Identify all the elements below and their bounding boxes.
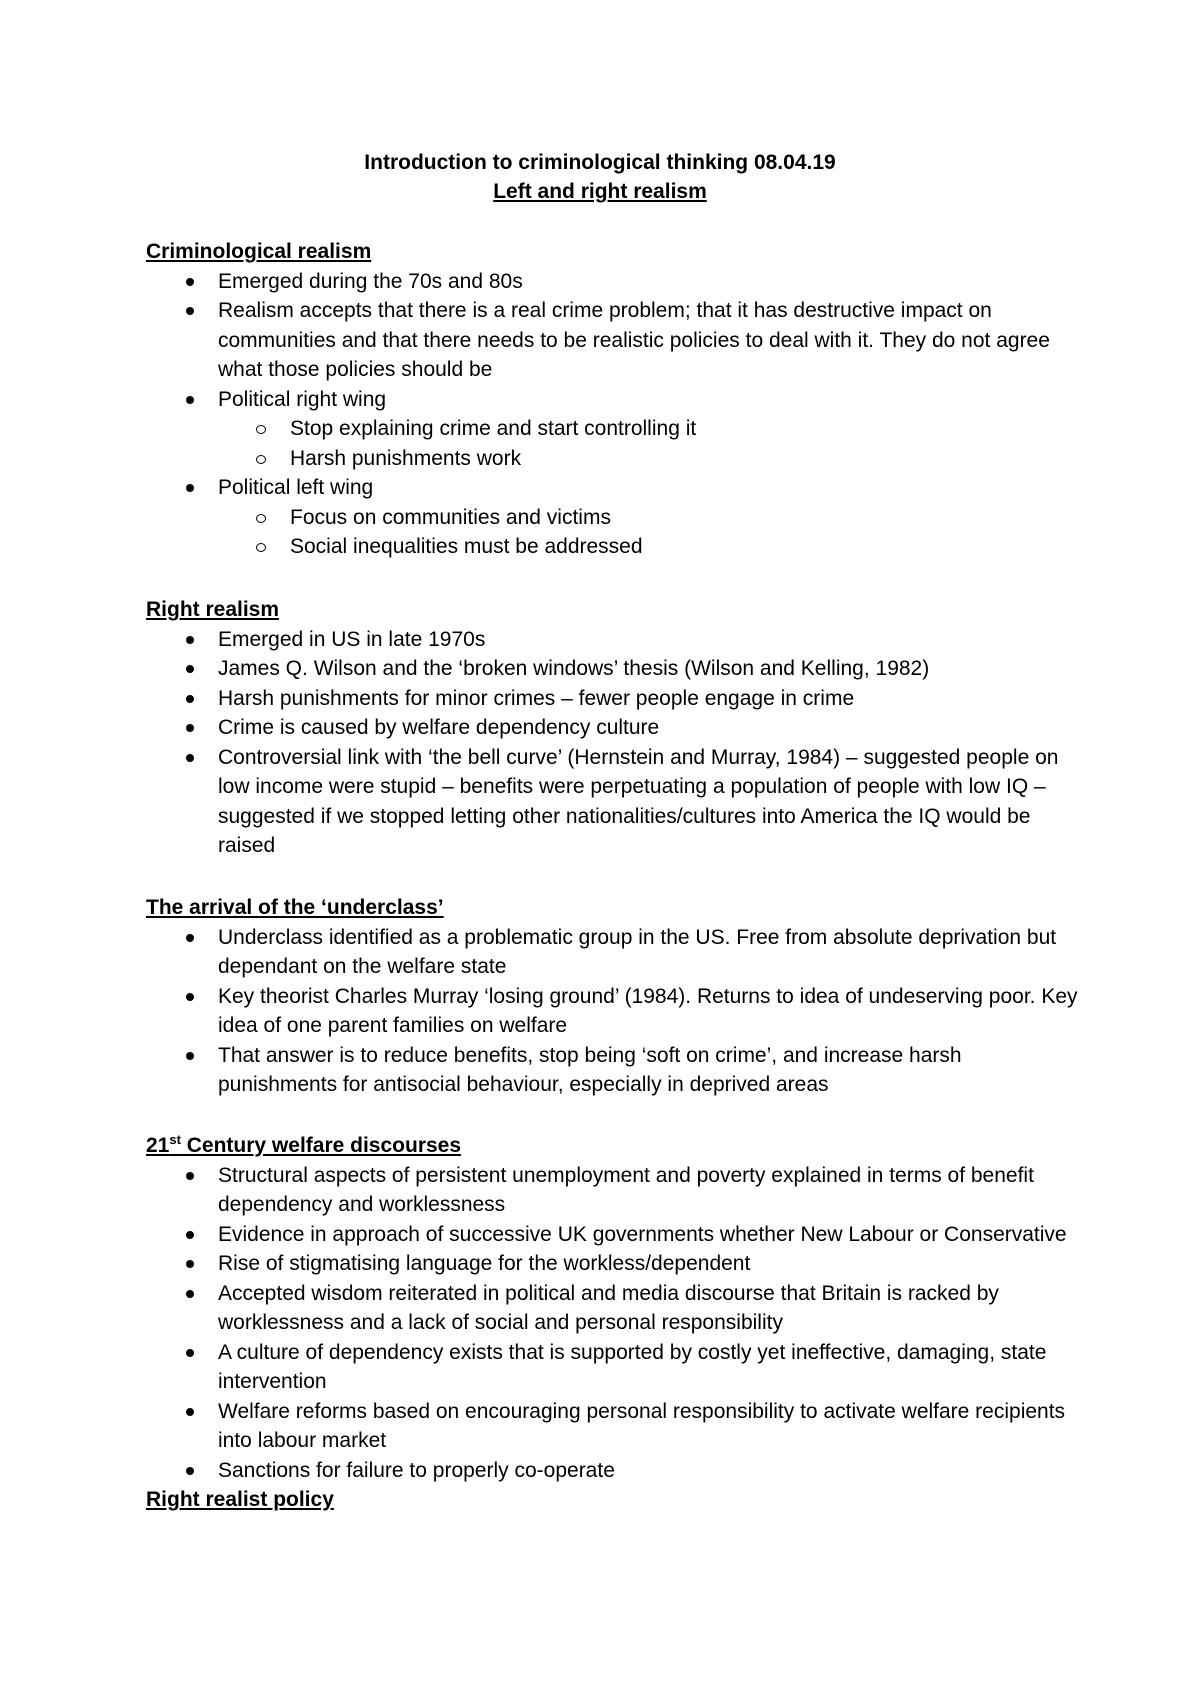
list-item: Welfare reforms based on encouraging personal responsibility to activate welfare recipients into labour market (146, 1397, 1086, 1456)
bullet-icon (186, 278, 194, 286)
bullet-list (146, 625, 1086, 861)
bullet-icon (186, 307, 194, 315)
circle-bullet-icon (256, 425, 266, 434)
list-item: Emerged during the 70s and 80s (146, 267, 1086, 297)
list-item: Structural aspects of persistent unemployment and poverty explained in terms of benefit dependency and worklessness (146, 1161, 1086, 1220)
list-item: Underclass identified as a problematic group in the US. Free from absolute deprivation but dependant on the welfare state (146, 923, 1086, 982)
list-item: That answer is to reduce benefits, stop being ‘soft on crime’, and increase harsh punishments for antisocial behaviour, especially in deprived areas (146, 1041, 1086, 1100)
bullet-icon (186, 636, 194, 644)
list-item: Accepted wisdom reiterated in political and media discourse that Britain is racked by worklessness and a lack of social and personal responsibility (146, 1279, 1086, 1338)
bullet-icon (186, 754, 194, 762)
list-item: Political right wing Stop explaining crime and start controlling it Harsh punishments work (146, 385, 1086, 474)
bullet-icon (186, 934, 194, 942)
bullet-icon (186, 1052, 194, 1060)
bullet-icon (186, 1290, 194, 1298)
bullet-icon (186, 396, 194, 404)
bullet-icon (186, 665, 194, 673)
section-heading-right-realist-policy: Right realist policy (146, 1488, 334, 1511)
list-item: Key theorist Charles Murray ‘losing ground’ (1984). Returns to idea of undeserving poor. Key idea of one parent families on welfare (146, 982, 1086, 1041)
sub-list-item: Focus on communities and victims (218, 503, 1086, 533)
bullet-list (146, 267, 1086, 562)
list-item: Harsh punishments for minor crimes – fewer people engage in crime (146, 684, 1086, 714)
list-item: James Q. Wilson and the ‘broken windows’ thesis (Wilson and Kelling, 1982) (146, 654, 1086, 684)
section-criminological-realism (146, 237, 1086, 562)
bullet-icon (186, 484, 194, 492)
list-item: Evidence in approach of successive UK governments whether New Labour or Conservative (146, 1220, 1086, 1250)
list-item: Crime is caused by welfare dependency culture (146, 713, 1086, 743)
document-title (0, 148, 1200, 206)
sub-list (218, 414, 1086, 473)
section-underclass (146, 893, 1086, 1100)
section-right-realism (146, 595, 1086, 861)
sub-list-item: Harsh punishments work (218, 444, 1086, 474)
list-item: Political left wing Focus on communities and victims Social inequalities must be addressed (146, 473, 1086, 562)
bullet-icon (186, 1231, 194, 1239)
bullet-icon (186, 724, 194, 732)
list-item: Realism accepts that there is a real crime problem; that it has destructive impact on communities and that there needs to be realistic policies to deal with it. They do not agree what those policies should be (146, 296, 1086, 385)
list-item: Controversial link with ‘the bell curve’ (Hernstein and Murray, 1984) – suggested people on low income were stupid – benefits were perpetuating a population of people with low IQ – suggested if we stopped letting other nationalities/cultures into America the IQ would be raised (146, 743, 1086, 861)
title-main: Introduction to criminological thinking 08.04.19 (364, 151, 836, 174)
bullet-icon (186, 1467, 194, 1475)
bullet-icon (186, 1260, 194, 1268)
circle-bullet-icon (256, 455, 266, 464)
list-item: Emerged in US in late 1970s (146, 625, 1086, 655)
section-welfare-discourses (146, 1131, 1086, 1515)
list-item: Rise of stigmatising language for the workless/dependent (146, 1249, 1086, 1279)
circle-bullet-icon (256, 543, 266, 552)
section-heading: Right realism (146, 598, 280, 621)
section-heading: 21st Century welfare discourses (146, 1132, 462, 1157)
bullet-icon (186, 1172, 194, 1180)
title-subtitle: Left and right realism (493, 180, 707, 203)
bullet-icon (186, 695, 194, 703)
bullet-list (146, 923, 1086, 1100)
bullet-icon (186, 1408, 194, 1416)
bullet-icon (186, 993, 194, 1001)
sub-list (218, 503, 1086, 562)
sub-list-item: Stop explaining crime and start controlling it (218, 414, 1086, 444)
circle-bullet-icon (256, 514, 266, 523)
section-heading: The arrival of the ‘underclass’ (146, 896, 444, 919)
section-heading: Criminological realism (146, 240, 372, 263)
bullet-icon (186, 1349, 194, 1357)
list-item: Sanctions for failure to properly co-operate (146, 1456, 1086, 1486)
list-item: A culture of dependency exists that is supported by costly yet ineffective, damaging, state intervention (146, 1338, 1086, 1397)
sub-list-item: Social inequalities must be addressed (218, 532, 1086, 562)
bullet-list (146, 1161, 1086, 1486)
